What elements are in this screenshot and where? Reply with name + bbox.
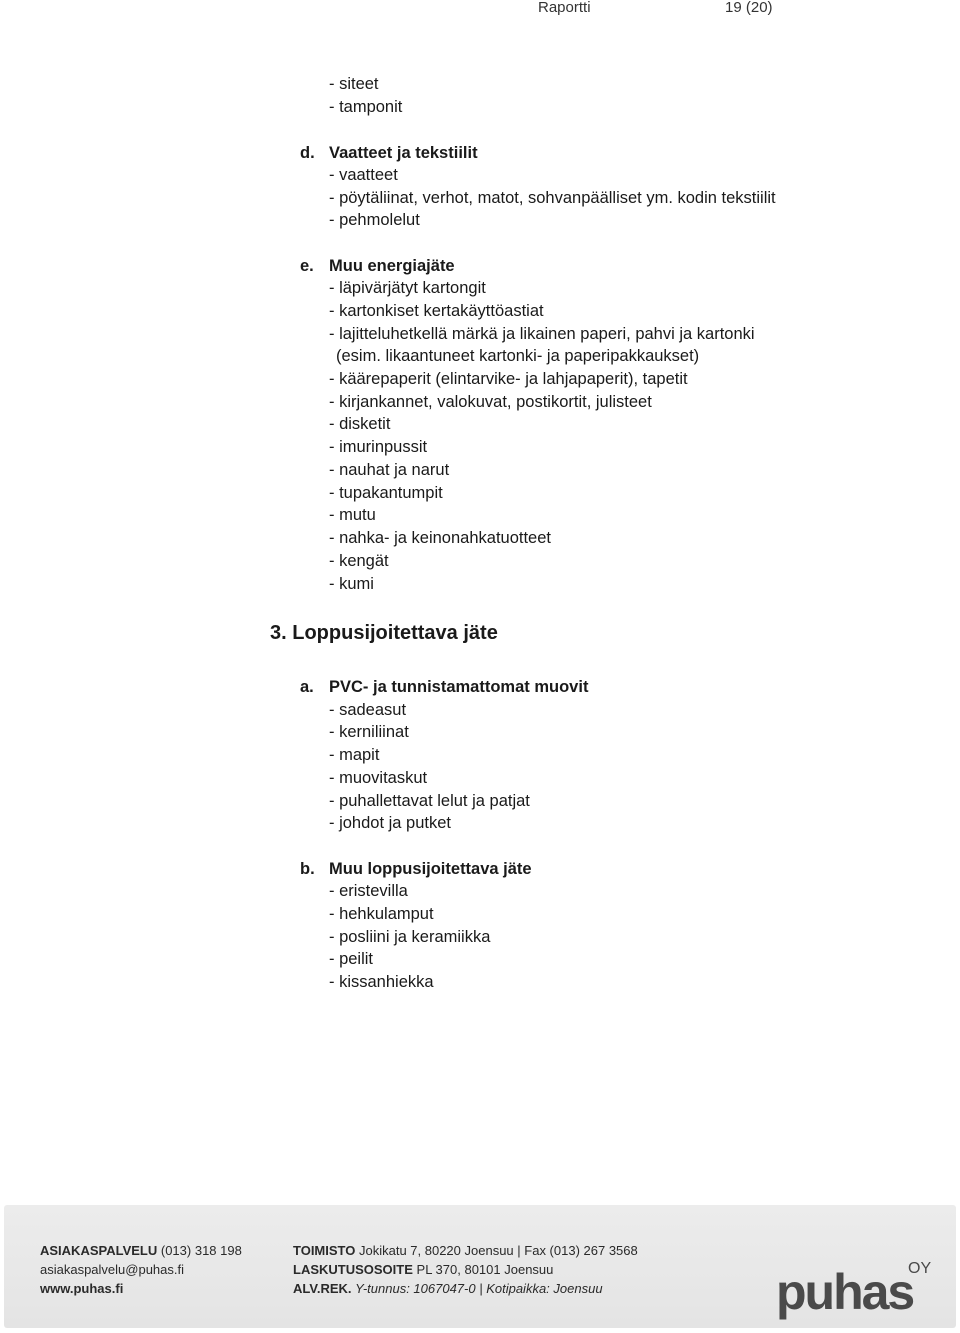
subsection-marker: b. — [300, 860, 315, 878]
list-item: - peilit — [329, 950, 374, 968]
website-link[interactable]: www.puhas.fi — [40, 1281, 124, 1296]
subsection-title: Muu loppusijoitettava jäte — [329, 860, 532, 878]
list-item: - sadeasut — [329, 701, 407, 719]
puhas-logo — [774, 1251, 934, 1321]
list-item: - siteet — [329, 75, 379, 93]
list-item: - pöytäliinat, verhot, matot, sohvanpäälliset ym. kodin tekstiilit — [329, 189, 776, 207]
subsection-title: Vaatteet ja tekstiilit — [329, 144, 478, 162]
list-item: - pehmolelut — [329, 211, 420, 229]
list-item: - tamponit — [329, 98, 403, 116]
list-item: - johdot ja putket — [329, 814, 451, 832]
list-item: - nauhat ja narut — [329, 461, 450, 479]
list-item: - puhallettavat lelut ja patjat — [329, 792, 530, 810]
customer-service-label: ASIAKASPALVELU — [40, 1243, 158, 1258]
subsection-title: Muu energiajäte — [329, 257, 455, 275]
list-item: - läpivärjätyt kartongit — [329, 279, 486, 297]
subsection-marker: d. — [300, 144, 315, 162]
document-type: Raportti — [538, 0, 591, 16]
subsection-marker: a. — [300, 678, 314, 696]
list-item: - muovitaskut — [329, 769, 428, 787]
page-header — [0, 0, 960, 24]
list-item: - mapit — [329, 746, 380, 764]
list-item: - nahka- ja keinonahkatuotteet — [329, 529, 551, 547]
list-item: - disketit — [329, 415, 391, 433]
vat-label: ALV.REK. — [293, 1281, 352, 1296]
logo-suffix: OY — [908, 1260, 932, 1277]
list-item: - kirjankannet, valokuvat, postikortit, julisteet — [329, 393, 652, 411]
subsection-title: PVC- ja tunnistamattomat muovit — [329, 678, 589, 696]
list-item: - tupakantumpit — [329, 484, 443, 502]
logo-wordmark: puhas — [776, 1264, 914, 1320]
subsection-marker: e. — [300, 257, 314, 275]
company-address-block — [293, 1241, 638, 1298]
list-item: - käärepaperit (elintarvike- ja lahjapaperit), tapetit — [329, 370, 688, 388]
list-item: - kartonkiset kertakäyttöastiat — [329, 302, 544, 320]
list-item: - vaatteet — [329, 166, 398, 184]
billing-address: PL 370, 80101 Joensuu — [416, 1262, 554, 1277]
list-item: - kerniliinat — [329, 723, 409, 741]
list-item: - hehkulamput — [329, 905, 434, 923]
billing-label: LASKUTUSOSOITE — [293, 1262, 413, 1277]
list-item: - imurinpussit — [329, 438, 428, 456]
office-address: Jokikatu 7, 80220 Joensuu — [358, 1243, 514, 1258]
list-item: - posliini ja keramiikka — [329, 928, 491, 946]
list-item: - lajitteluhetkellä märkä ja likainen paperi, pahvi ja kartonki — [329, 325, 755, 343]
customer-service-email[interactable]: asiakaspalvelu@puhas.fi — [40, 1262, 185, 1277]
customer-service-block — [40, 1241, 242, 1298]
list-item: - kissanhiekka — [329, 973, 434, 991]
vat-details: Y-tunnus: 1067047-0 | Kotipaikka: Joensuu — [355, 1281, 603, 1296]
list-item: - mutu — [329, 506, 376, 524]
page-number: 19 (20) — [725, 0, 773, 16]
list-item: - kengät — [329, 552, 389, 570]
list-item: - eristevilla — [329, 882, 408, 900]
section-heading: 3. Loppusijoitettava jäte — [270, 622, 498, 644]
fax-number: | Fax (013) 267 3568 — [517, 1243, 638, 1258]
list-item: (esim. likaantuneet kartonki- ja paperipakkaukset) — [336, 347, 700, 365]
customer-service-phone: (013) 318 198 — [160, 1243, 242, 1258]
page-footer — [4, 1205, 956, 1328]
list-item: - kumi — [329, 575, 374, 593]
office-label: TOIMISTO — [293, 1243, 356, 1258]
